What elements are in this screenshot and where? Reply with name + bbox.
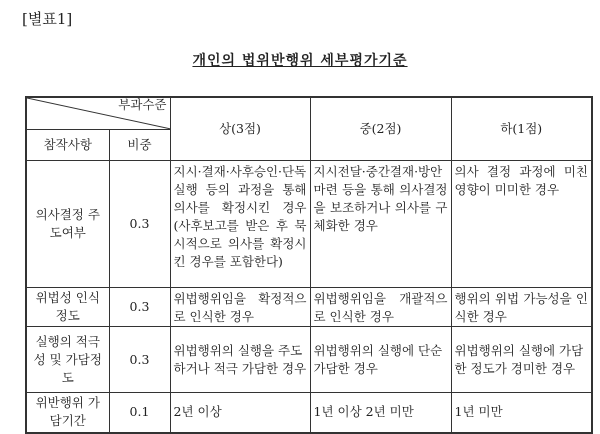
level-low-header: 하(1점)	[451, 97, 592, 161]
table-row	[26, 393, 592, 433]
evaluation-table	[25, 96, 593, 434]
low-cell: 위법행위의 실행에 가담한 정도가 경미한 경우	[451, 327, 592, 393]
level-mid-header: 중(2점)	[310, 97, 451, 161]
weight-cell: 0.3	[109, 288, 170, 327]
weight-header: 비중	[109, 130, 170, 161]
factor-cell: 위반행위 가담기간	[26, 393, 109, 433]
table-row	[26, 327, 592, 393]
high-cell: 2년 이상	[170, 393, 310, 433]
table-row	[26, 161, 592, 288]
page-title	[0, 50, 600, 70]
factor-cell: 의사결정 주도여부	[26, 161, 109, 288]
factor-cell: 실행의 적극성 및 가담정도	[26, 327, 109, 393]
high-cell: 위법행위임을 확정적으로 인식한 경우	[170, 288, 310, 327]
corner-header	[26, 97, 170, 130]
header-row	[26, 97, 592, 130]
factor-header: 참작사항	[26, 130, 109, 161]
title-text: 개인의 법위반행위 세부평가기준	[192, 53, 408, 69]
weight-cell: 0.1	[109, 393, 170, 433]
mid-cell: 1년 이상 2년 미만	[310, 393, 451, 433]
high-cell: 지시·결재·사후승인·단독실행 등의 과정을 통해 의사를 확정시킨 경우(사후보고를 받은 후 묵시적으로 의사를 확정시킨 경우를 포함한다)	[170, 161, 310, 288]
low-cell: 행위의 위법 가능성을 인식한 경우	[451, 288, 592, 327]
low-cell: 1년 미만	[451, 393, 592, 433]
mid-cell: 위법행위임을 개괄적으로 인식한 경우	[310, 288, 451, 327]
weight-cell: 0.3	[109, 161, 170, 288]
low-cell: 의사 결정 과정에 미친 영향이 미미한 경우	[451, 161, 592, 288]
level-header: 부과수준	[118, 97, 167, 112]
annex-label: [별표1]	[22, 10, 73, 28]
mid-cell: 지시전달·중간결재·방안마련 등을 통해 의사결정을 보조하거나 의사를 구체화한 경우	[310, 161, 451, 288]
level-high-header: 상(3점)	[170, 97, 310, 161]
high-cell: 위법행위의 실행을 주도하거나 적극 가담한 경우	[170, 327, 310, 393]
factor-cell: 위법성 인식정도	[26, 288, 109, 327]
mid-cell: 위법행위의 실행에 단순 가담한 경우	[310, 327, 451, 393]
table-row	[26, 288, 592, 327]
weight-cell: 0.3	[109, 327, 170, 393]
